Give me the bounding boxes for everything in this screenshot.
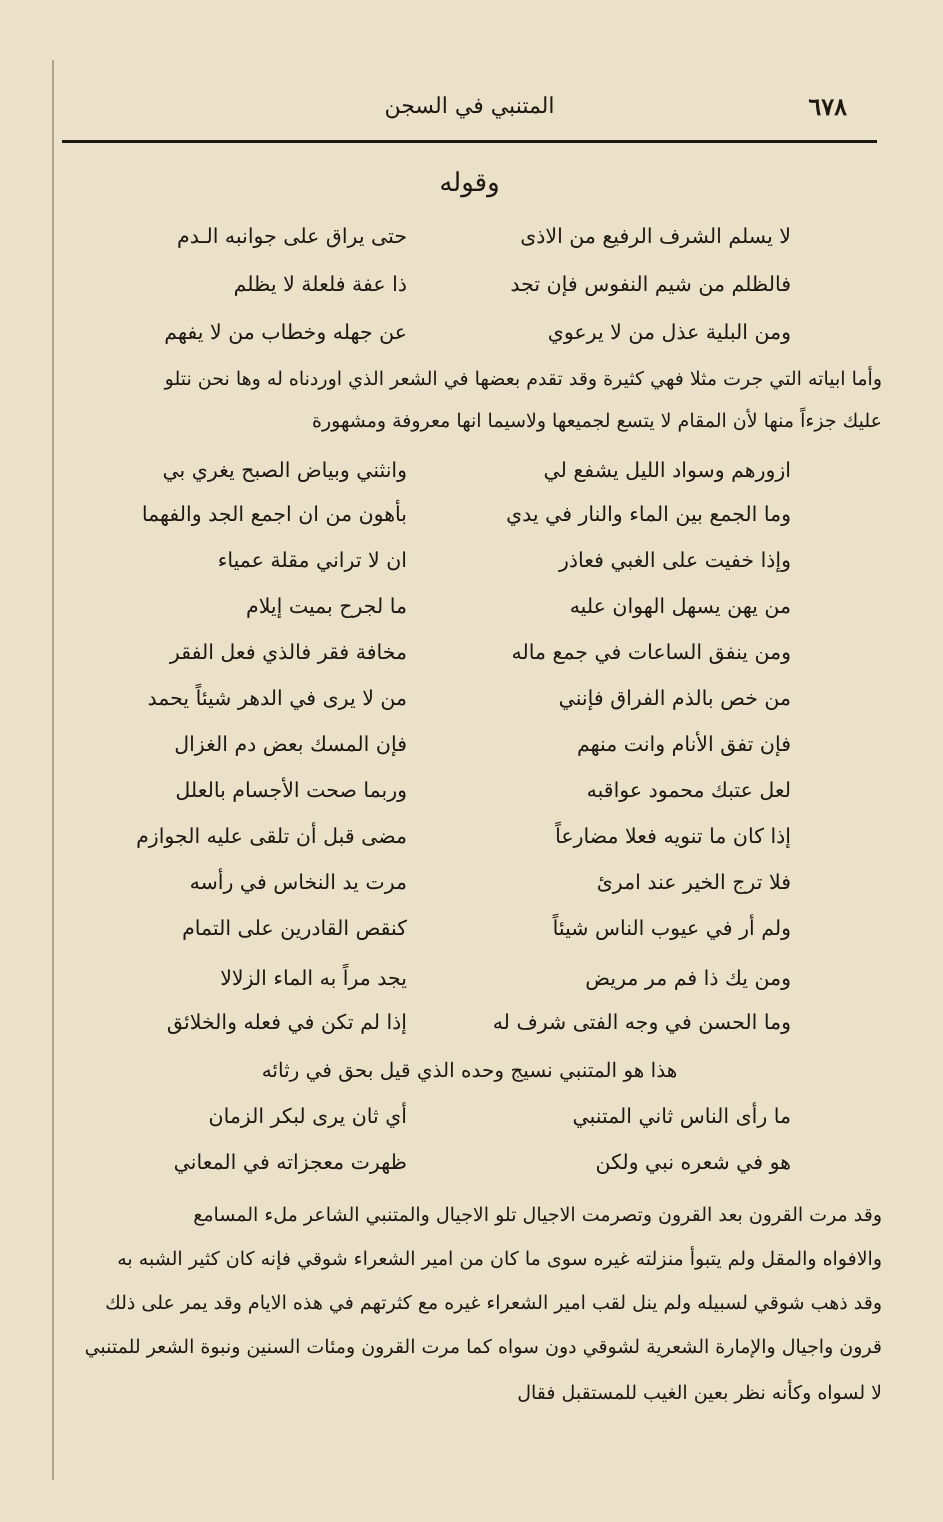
verse-second-hemistich: يجد مراً به الماء الزلالا	[220, 966, 407, 990]
verse-line	[62, 824, 877, 868]
verse-first-hemistich: فلا ترج الخير عند امرئ	[596, 870, 791, 894]
verse-first-hemistich: وما الحسن في وجه الفتى شرف له	[492, 1010, 791, 1034]
verse-first-hemistich: لعل عتبك محمود عواقبه	[586, 778, 791, 802]
verse-second-hemistich: أي ثان يرى لبكر الزمان	[208, 1104, 407, 1128]
verse-second-hemistich: فإن المسك بعض دم الغزال	[174, 732, 407, 756]
prose-line: والافواه والمقل ولم يتبوأ منزلته غيره سوى ما كان من امير الشعراء شوقي فإنه كان كثير الشبه به	[117, 1248, 882, 1270]
verse-second-hemistich: وانثني وبياض الصبح يغري بي	[162, 458, 407, 482]
verse-line	[62, 502, 877, 546]
prose-line: عليك جزءاً منها لأن المقام لا يتسع لجميعها ولاسيما انها معروفة ومشهورة	[312, 410, 882, 432]
verse-line	[62, 548, 877, 592]
verse-second-hemistich: ان لا تراني مقلة عمياء	[217, 548, 407, 572]
verse-second-hemistich: ما لجرح بميت إيلام	[246, 594, 407, 618]
centered-line: هذا هو المتنبي نسيج وحده الذي قيل بحق في رثائه	[261, 1058, 678, 1082]
verse-first-hemistich: ومن البلية عذل من لا يرعوي	[547, 320, 791, 344]
page-number: ٦٧٨	[808, 92, 847, 121]
verse-line	[62, 458, 877, 502]
verse-second-hemistich: كنقص القادرين على التمام	[182, 916, 407, 940]
header-rule	[62, 140, 877, 143]
prose-line: وقد ذهب شوقي لسبيله ولم ينل لقب امير الشعراء غيره مع كثرتهم في هذه الايام وقد يمر على ذلك	[105, 1292, 882, 1314]
verse-first-hemistich: من يهن يسهل الهوان عليه	[569, 594, 791, 618]
verse-second-hemistich: ذا عفة فلعلة لا يظلم	[233, 272, 407, 296]
prose-line: قرون واجيال والإمارة الشعرية لشوقي دون سواه كما مرت القرون ومئات السنين ونبوة الشعر للمتنبي	[84, 1336, 882, 1358]
verse-line	[62, 272, 877, 316]
prose-line: وقد مرت القرون بعد القرون وتصرمت الاجيال تلو الاجيال والمتنبي الشاعر ملء المسامع	[193, 1204, 882, 1226]
verse-line	[62, 320, 877, 364]
verse-second-hemistich: حتى يراق على جوانبه الـدم	[177, 224, 407, 248]
prose-line: وأما ابياته التي جرت مثلا فهي كثيرة وقد تقدم بعضها في الشعر الذي اوردناه له وها نحن نتلو	[164, 368, 882, 390]
verse-first-hemistich: ومن يك ذا فم مر مريض	[585, 966, 791, 990]
verse-line	[62, 1104, 877, 1148]
verse-second-hemistich: مخافة فقر فالذي فعل الفقر	[169, 640, 407, 664]
verse-line	[62, 1150, 877, 1194]
verse-first-hemistich: لا يسلم الشرف الرفيع من الاذى	[520, 224, 791, 248]
verse-first-hemistich: ازورهم وسواد الليل يشفع لي	[543, 458, 791, 482]
verse-first-hemistich: وما الجمع بين الماء والنار في يدي	[506, 502, 791, 526]
verse-second-hemistich: ظهرت معجزاته في المعاني	[173, 1150, 407, 1174]
prose-line: لا لسواه وكأنه نظر بعين الغيب للمستقبل فقال	[517, 1382, 882, 1404]
page-header	[62, 88, 877, 140]
verse-line	[62, 594, 877, 638]
verse-first-hemistich: ما رأى الناس ثاني المتنبي	[572, 1104, 791, 1128]
verse-second-hemistich: بأهون من ان اجمع الجد والفهما	[141, 502, 407, 526]
verse-first-hemistich: فالظلم من شيم النفوس فإن تجد	[510, 272, 791, 296]
verse-second-hemistich: إذا لم تكن في فعله والخلائق	[166, 1010, 407, 1034]
verse-second-hemistich: مرت يد النخاس في رأسه	[189, 870, 407, 894]
verse-first-hemistich: ولم أر في عيوب الناس شيئاً	[552, 916, 791, 940]
verse-line	[62, 778, 877, 822]
verse-line	[62, 870, 877, 914]
verse-line	[62, 916, 877, 960]
section-title: وقوله	[439, 168, 500, 198]
verse-line	[62, 1010, 877, 1054]
verse-line	[62, 224, 877, 268]
verse-first-hemistich: وإذا خفيت على الغبي فعاذر	[558, 548, 791, 572]
verse-first-hemistich: إذا كان ما تنويه فعلا مضارعاً	[555, 824, 791, 848]
verse-first-hemistich: من خص بالذم الفراق فإنني	[558, 686, 791, 710]
verse-first-hemistich: فإن تفق الأنام وانت منهم	[576, 732, 791, 756]
verse-second-hemistich: مضى قبل أن تلقى عليه الجوازم	[136, 824, 407, 848]
verse-second-hemistich: عن جهله وخطاب من لا يفهم	[164, 320, 407, 344]
verse-line	[62, 686, 877, 730]
verse-first-hemistich: هو في شعره نبي ولكن	[595, 1150, 791, 1174]
verse-line	[62, 732, 877, 776]
margin-line	[52, 60, 54, 1480]
verse-second-hemistich: من لا يرى في الدهر شيئاً يحمد	[147, 686, 407, 710]
verse-second-hemistich: وربما صحت الأجسام بالعلل	[175, 778, 407, 802]
verse-line	[62, 966, 877, 1010]
running-title: المتنبي في السجن	[384, 94, 555, 119]
verse-line	[62, 640, 877, 684]
verse-first-hemistich: ومن ينفق الساعات في جمع ماله	[511, 640, 791, 664]
